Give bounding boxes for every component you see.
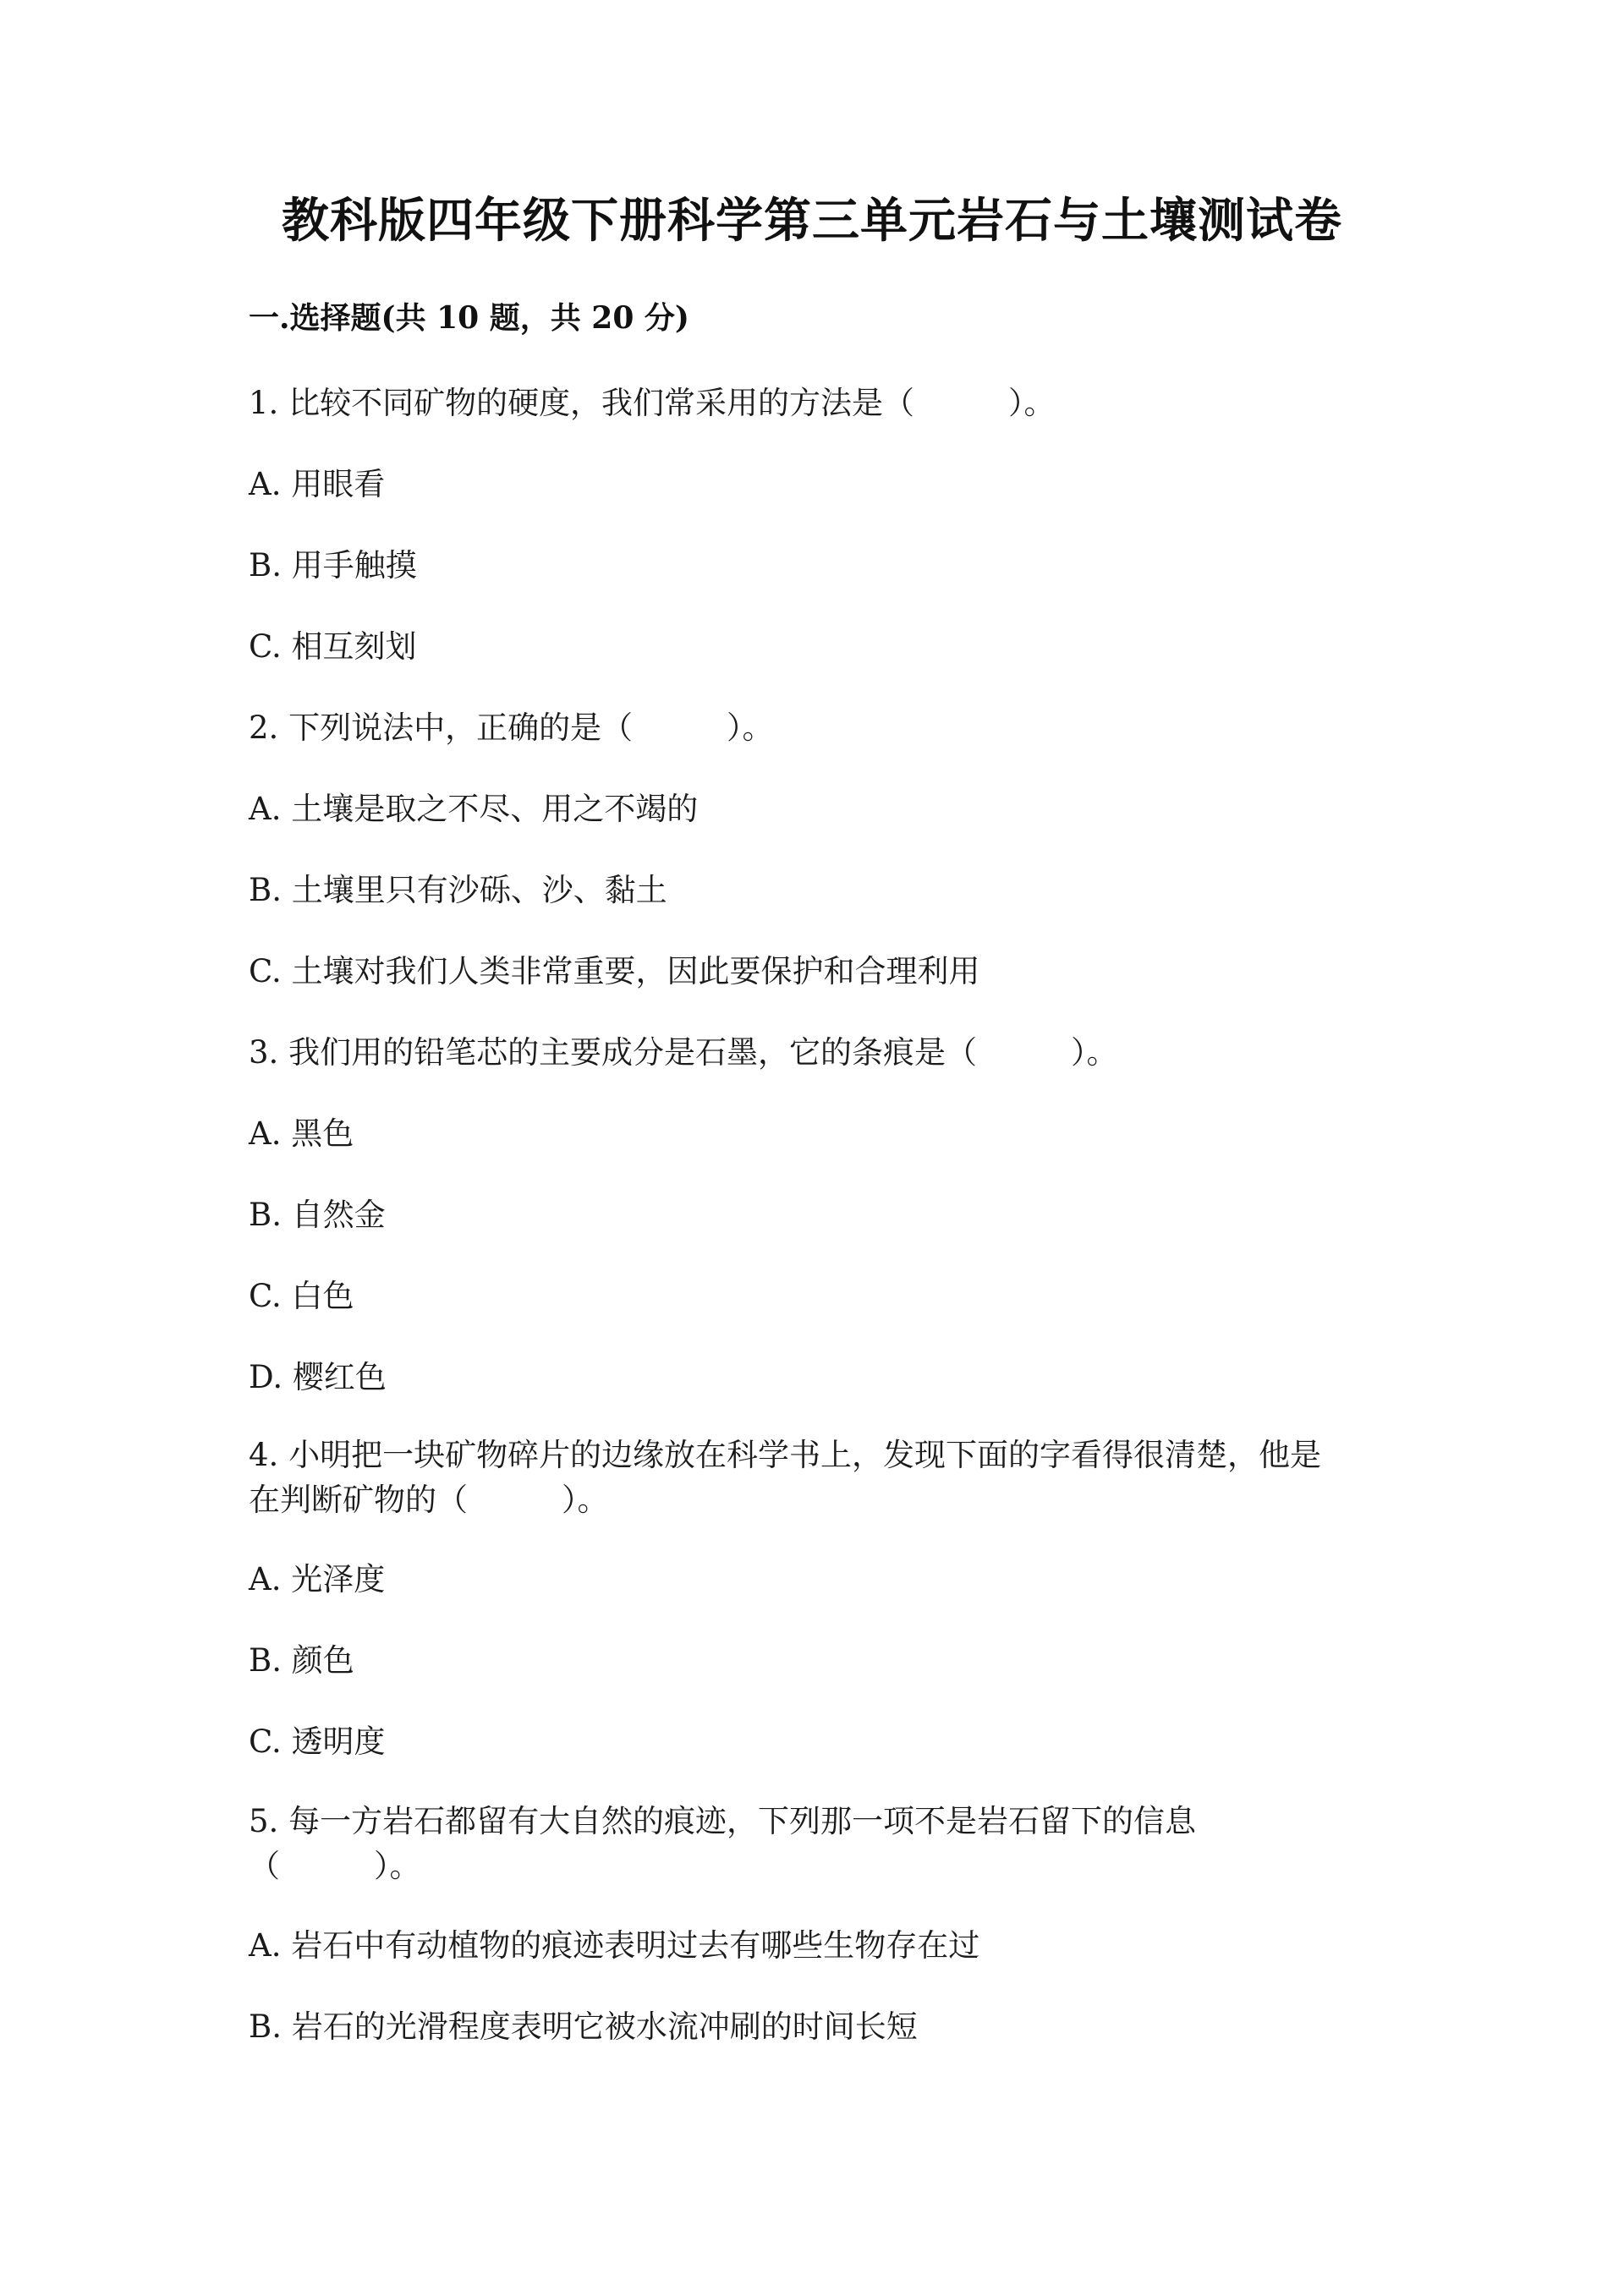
question-5-stem-line-1: 5. 每一方岩石都留有大自然的痕迹，下列那一项不是岩石留下的信息 <box>249 1803 1197 1839</box>
section-heading: 一.选择题(共 10 题，共 20 分) <box>249 300 689 336</box>
question-2-option-c: C. 土壤对我们人类非常重要，因此要保护和合理利用 <box>249 953 980 989</box>
question-3-option-b: B. 自然金 <box>249 1197 386 1233</box>
question-4-option-b: B. 颜色 <box>249 1642 354 1679</box>
page-title: 教科版四年级下册科学第三单元岩石与土壤测试卷 <box>282 193 1342 249</box>
question-2-stem: 2. 下列说法中，正确的是（ ）。 <box>249 710 774 746</box>
question-3-option-c: C. 白色 <box>249 1278 354 1314</box>
question-3-option-d: D. 樱红色 <box>249 1359 387 1395</box>
question-1-option-a: A. 用眼看 <box>249 466 386 502</box>
question-3-stem: 3. 我们用的铅笔芯的主要成分是石墨，它的条痕是（ ）。 <box>249 1034 1118 1071</box>
question-5-option-a: A. 岩石中有动植物的痕迹表明过去有哪些生物存在过 <box>249 1927 980 1964</box>
question-5-stem-line-2: （ ）。 <box>249 1848 421 1884</box>
question-4-stem-line-1: 4. 小明把一块矿物碎片的边缘放在科学书上，发现下面的字看得很清楚，他是 <box>249 1437 1322 1473</box>
question-2-option-b: B. 土壤里只有沙砾、沙、黏土 <box>249 872 667 908</box>
question-2-option-a: A. 土壤是取之不尽、用之不竭的 <box>249 791 699 827</box>
question-1-option-c: C. 相互刻划 <box>249 628 417 665</box>
question-4-option-a: A. 光泽度 <box>249 1561 386 1597</box>
question-4-option-c: C. 透明度 <box>249 1723 386 1760</box>
question-1-stem: 1. 比较不同矿物的硬度，我们常采用的方法是（ ）。 <box>249 385 1056 421</box>
question-4-stem-line-2: 在判断矿物的（ ）。 <box>249 1482 609 1518</box>
question-5-option-b: B. 岩石的光滑程度表明它被水流冲刷的时间长短 <box>249 2008 918 2045</box>
question-1-option-b: B. 用手触摸 <box>249 547 417 584</box>
question-3-option-a: A. 黑色 <box>249 1115 354 1152</box>
